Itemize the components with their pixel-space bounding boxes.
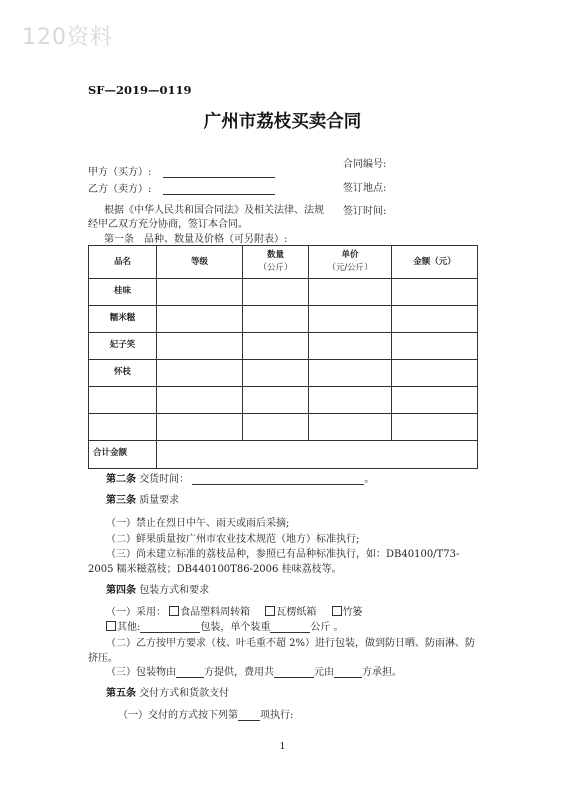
- variety-table: [88, 245, 478, 469]
- total-label: 合计金额: [89, 441, 157, 469]
- amount-cell[interactable]: [392, 387, 478, 414]
- price-cell[interactable]: [309, 360, 392, 387]
- variety-cell: [89, 387, 157, 414]
- unit-weight-blank[interactable]: [270, 632, 310, 633]
- packaging-cost-blank[interactable]: [274, 677, 314, 678]
- item3-text-c: 元由: [314, 667, 334, 678]
- article5-item1: [118, 706, 293, 721]
- item3-text-a: （三）包装物由: [106, 667, 176, 678]
- quantity-cell[interactable]: [243, 306, 309, 333]
- item1-text-b: 项执行:: [260, 710, 294, 721]
- adopt-label: （一）采用：: [106, 607, 166, 618]
- variety-cell: 桂味: [89, 279, 157, 306]
- header-grade: 等级: [157, 246, 243, 279]
- grade-cell[interactable]: [157, 306, 243, 333]
- seller-label: 乙方（卖方）:: [88, 184, 152, 195]
- price-cell[interactable]: [309, 414, 392, 441]
- article4-title: 包装方式和要求: [139, 585, 210, 596]
- buyer-line: [88, 163, 275, 178]
- contract-no-label: 合同编号:: [343, 159, 387, 170]
- quantity-cell[interactable]: [243, 414, 309, 441]
- article4-head: 第四条: [106, 585, 136, 596]
- packaging-provider-blank[interactable]: [176, 677, 204, 678]
- seller-line: [88, 180, 275, 195]
- option-plastic-crate: 食品塑料周转箱: [180, 607, 251, 618]
- variety-cell: 怀枝: [89, 360, 157, 387]
- article4-item2-line2: 挤压。: [88, 653, 118, 664]
- table-row: [89, 360, 478, 387]
- table-row: [89, 306, 478, 333]
- grade-cell[interactable]: [157, 279, 243, 306]
- document-title: 广州市荔枝买卖合同: [203, 112, 362, 132]
- article3-head: 第三条: [106, 495, 136, 506]
- article2: [106, 470, 374, 485]
- article3-item: （三）尚未建立标准的荔枝品种，参照已有品种标准执行，如：DB40100/T73-: [106, 549, 460, 560]
- watermark: 120资料: [22, 25, 113, 50]
- grade-cell[interactable]: [157, 387, 243, 414]
- total-row: [89, 441, 478, 469]
- buyer-blank[interactable]: [163, 177, 275, 178]
- article1-heading: 第一条 品种、数量及价格（可另附表）:: [104, 234, 288, 245]
- packing-text: 包装，单个装重: [200, 622, 271, 633]
- checkbox-plastic-crate[interactable]: [169, 606, 179, 616]
- checkbox-carton[interactable]: [265, 606, 275, 616]
- article3-item: （一）禁止在烈日中午、雨天或雨后采摘;: [106, 518, 290, 529]
- delivery-time-blank[interactable]: [192, 484, 364, 485]
- article4-item2-line1: （二）乙方按甲方要求（枝、叶毛重不超 2%）进行包装，做到防日晒、防雨淋、防: [106, 638, 476, 649]
- price-cell[interactable]: [309, 306, 392, 333]
- header-amount: 金额（元）: [392, 246, 478, 279]
- price-cell[interactable]: [309, 387, 392, 414]
- price-cell[interactable]: [309, 279, 392, 306]
- amount-cell[interactable]: [392, 333, 478, 360]
- item3-text-d: 方承担。: [362, 667, 402, 678]
- article3-title: 质量要求: [139, 495, 180, 506]
- other-packing-blank[interactable]: [140, 632, 200, 633]
- variety-cell: [89, 414, 157, 441]
- other-label: 其他:: [117, 622, 141, 633]
- article3-item: （二）鲜果质量按广州市农业技术规范（地方）标准执行;: [106, 534, 360, 545]
- table-row: [89, 387, 478, 414]
- article4-heading: [106, 581, 209, 596]
- table-header-row: [89, 246, 478, 279]
- amount-cell[interactable]: [392, 279, 478, 306]
- article4-item3: [106, 663, 402, 678]
- total-amount-cell[interactable]: [157, 441, 478, 469]
- item1-text-a: （一）交付的方式按下列第: [118, 710, 238, 721]
- option-carton: 瓦楞纸箱: [276, 607, 317, 618]
- option-bamboo: 竹篓: [342, 607, 363, 618]
- packing-options: [106, 603, 363, 618]
- grade-cell[interactable]: [157, 333, 243, 360]
- sign-place-label: 签订地点:: [343, 183, 387, 194]
- header-quantity: 数量 （公斤）: [243, 246, 309, 279]
- item3-text-b: 方提供，费用共: [204, 667, 274, 678]
- checkbox-other[interactable]: [106, 621, 116, 631]
- checkbox-bamboo[interactable]: [332, 606, 342, 616]
- price-cell[interactable]: [309, 333, 392, 360]
- variety-cell: 糯米糍: [89, 306, 157, 333]
- article5-head: 第五条: [106, 688, 136, 699]
- article2-end: 。: [364, 474, 375, 485]
- quantity-cell[interactable]: [243, 333, 309, 360]
- amount-cell[interactable]: [392, 360, 478, 387]
- article3-heading: [106, 491, 179, 506]
- header-unit-price: 单价 （元/公斤）: [309, 246, 392, 279]
- cost-bearer-blank[interactable]: [334, 677, 362, 678]
- table-row: [89, 333, 478, 360]
- sign-time-label: 签订时间:: [343, 206, 387, 217]
- article5-heading: [106, 684, 229, 699]
- packing-other-line: [106, 618, 344, 633]
- table-row: [89, 279, 478, 306]
- header-name: 品名: [89, 246, 157, 279]
- page-number: 1: [279, 742, 286, 752]
- delivery-option-blank[interactable]: [238, 720, 260, 721]
- buyer-label: 甲方（买方）:: [88, 167, 152, 178]
- quantity-cell[interactable]: [243, 387, 309, 414]
- amount-cell[interactable]: [392, 306, 478, 333]
- article3-item: 2005 糯米糍荔枝；DB440100T86-2006 桂味荔枝等。: [88, 564, 342, 575]
- article2-text: 交货时间：: [139, 474, 190, 485]
- preamble-line1: 根据《中华人民共和国合同法》及相关法律、法规: [104, 205, 324, 216]
- amount-cell[interactable]: [392, 414, 478, 441]
- quantity-cell[interactable]: [243, 279, 309, 306]
- grade-cell[interactable]: [157, 414, 243, 441]
- seller-blank[interactable]: [163, 194, 275, 195]
- preamble-line2: 经甲乙双方充分协商，签订本合同。: [88, 219, 248, 230]
- table-row: [89, 414, 478, 441]
- article5-title: 交付方式和货款支付: [139, 688, 230, 699]
- article2-head: 第二条: [106, 474, 136, 485]
- unit-text: 公斤 。: [310, 622, 344, 633]
- grade-cell[interactable]: [157, 360, 243, 387]
- document-code: SF—2019—0119: [88, 83, 192, 97]
- quantity-cell[interactable]: [243, 360, 309, 387]
- variety-cell: 妃子笑: [89, 333, 157, 360]
